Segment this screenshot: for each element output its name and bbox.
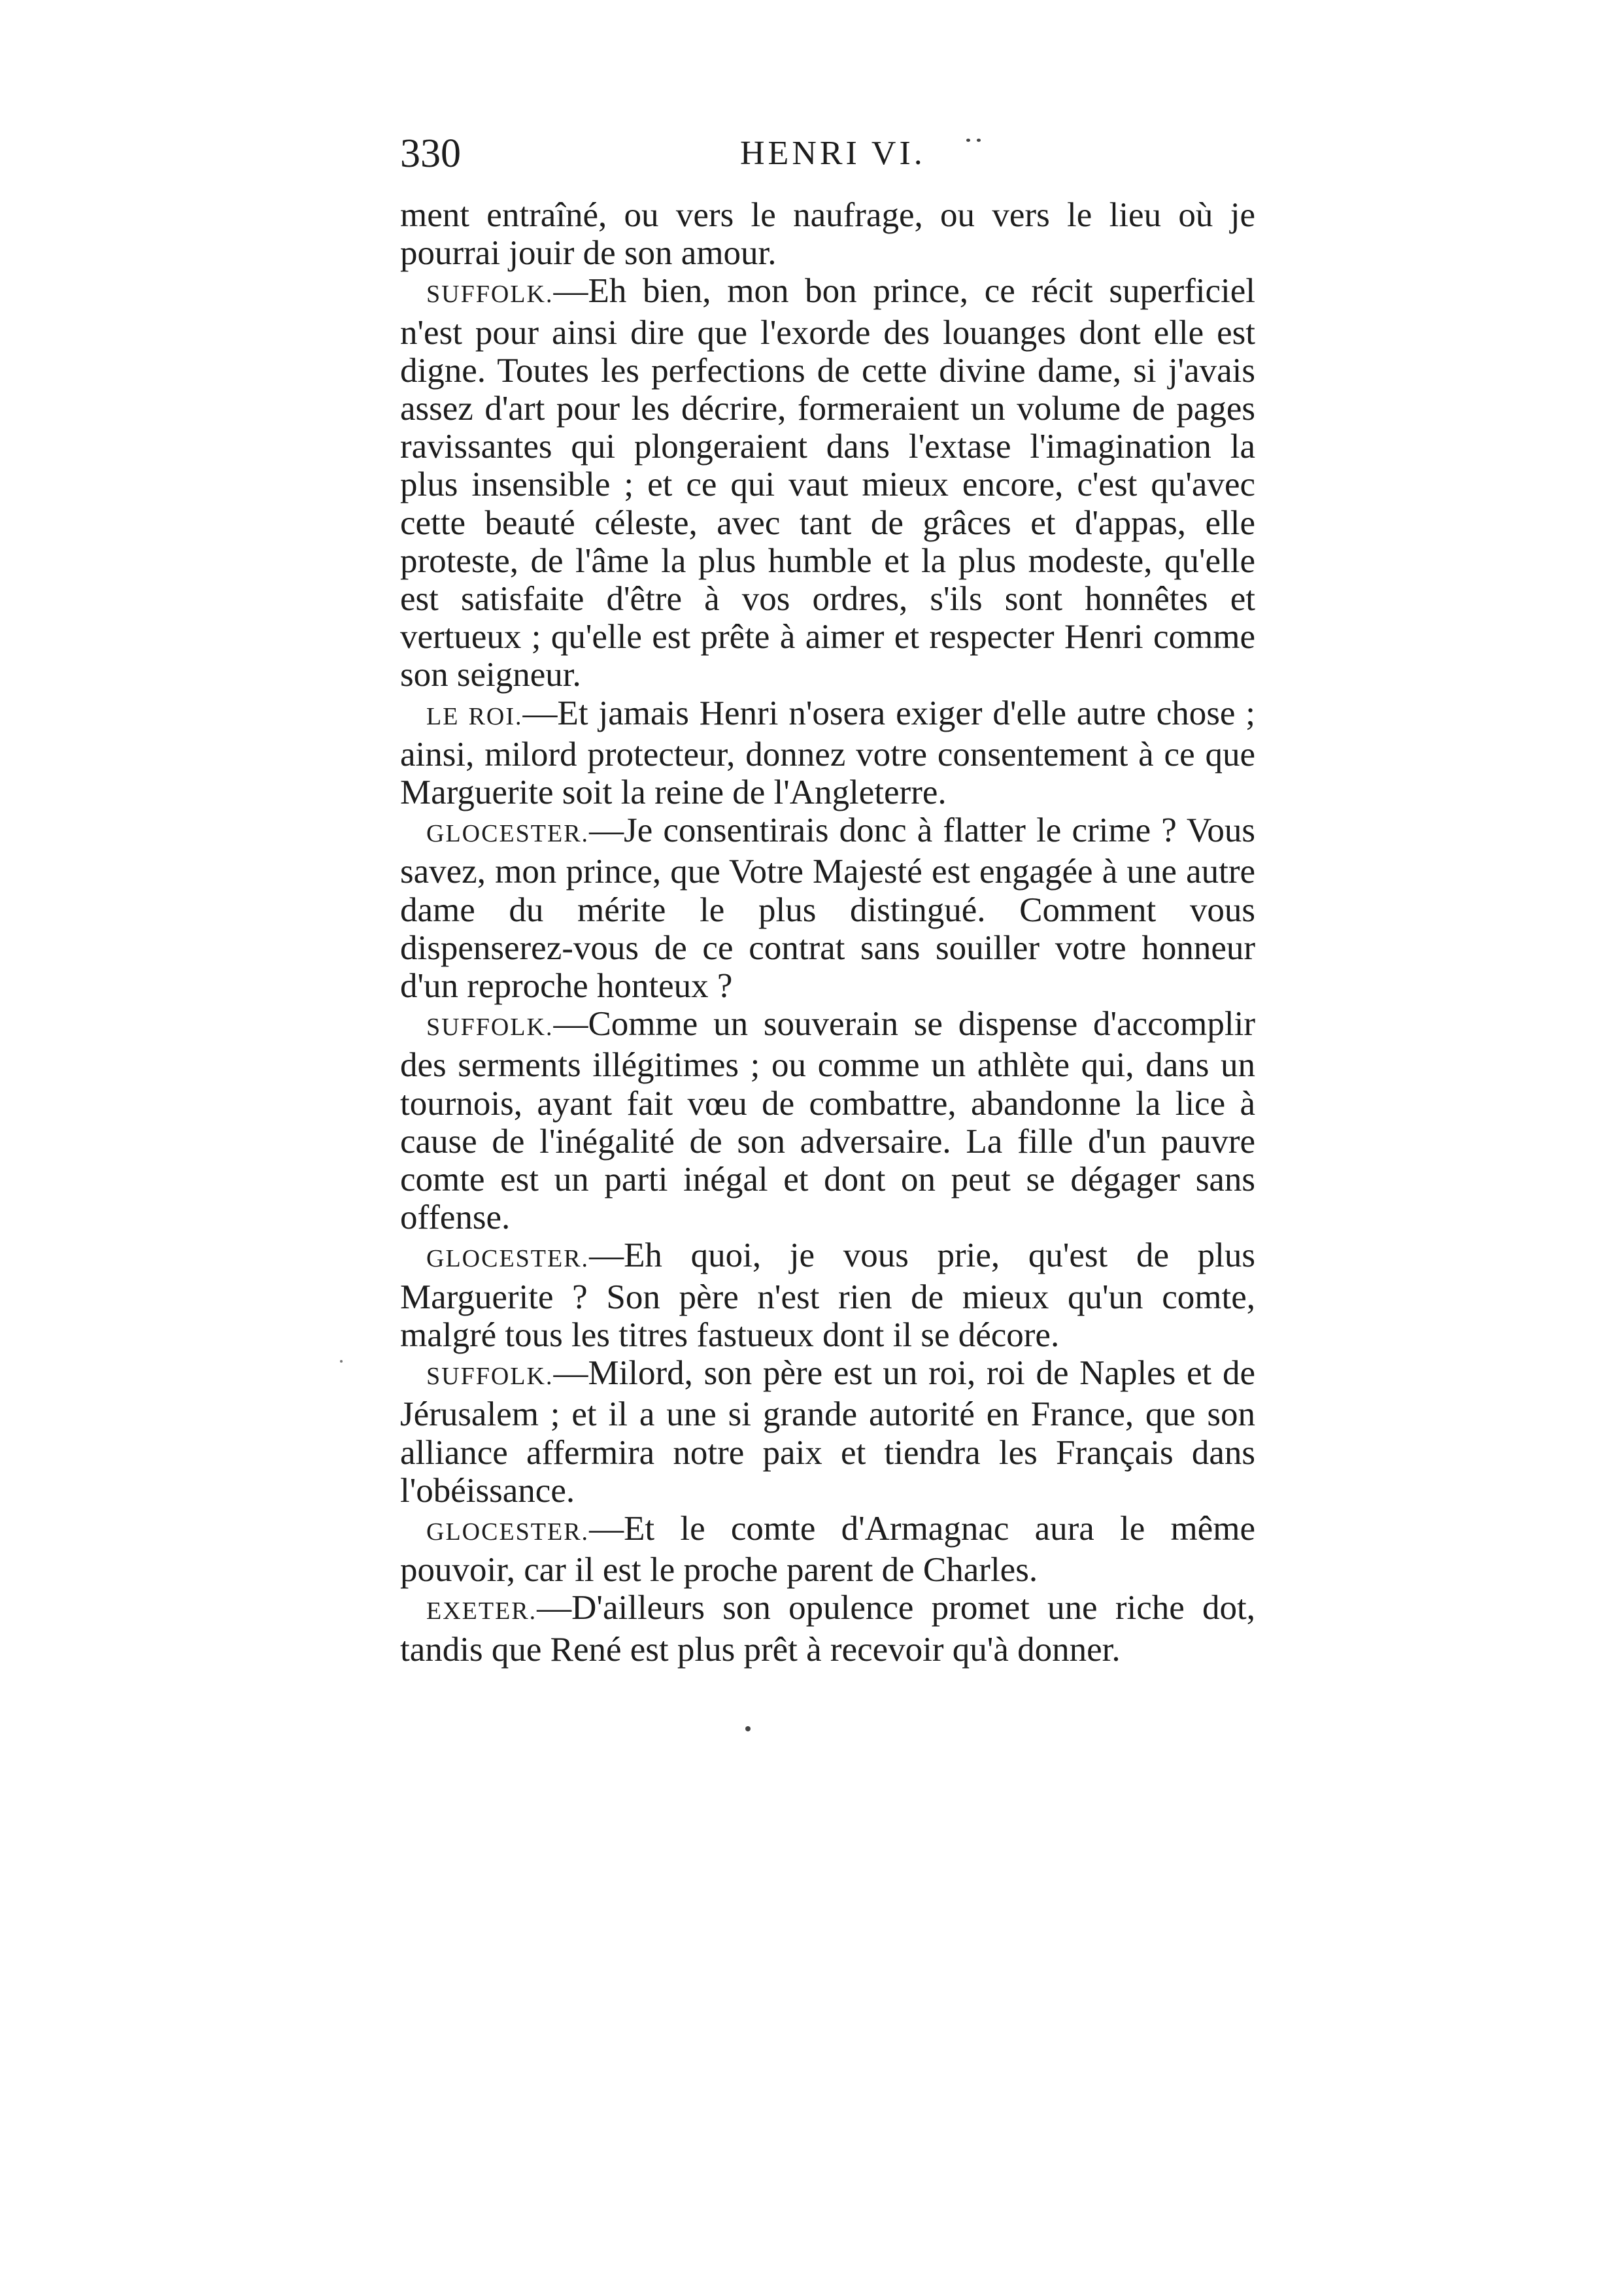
paragraph-text: ment entraîné, ou vers le naufrage, ou vers le lieu où je pourrai jouir de son amour.	[400, 196, 1255, 273]
speaker-name: GLOCESTER.	[426, 820, 590, 848]
speech-paragraph	[400, 1589, 1255, 1668]
running-title: HENRI VI.	[740, 135, 926, 172]
page-number: 330	[400, 131, 461, 176]
speech-paragraph	[400, 1510, 1255, 1589]
print-speck	[977, 139, 981, 142]
speech-paragraph	[400, 811, 1255, 1005]
print-speck	[745, 1726, 751, 1731]
paragraph-continuation	[400, 196, 1255, 272]
speaker-name: EXETER.	[426, 1597, 537, 1625]
print-speck	[340, 1360, 343, 1363]
speech-text: —Eh bien, mon bon prince, ce récit superficiel n'est pour ainsi dire que l'exorde des louanges dont elle est digne. Toutes les perfections de cette divine dame, si j'avais assez d'art pour les décrire, formeraient un volume de pages ravissantes qui plongeraient dans l'extase l'imagination la plus insensible ; et ce qui vaut mieux encore, c'est qu'avec cette beauté céleste, avec tant de grâces et d'appas, elle proteste, de l'âme la plus humble et la plus modeste, qu'elle est satisfaite d'être à vos ordres, s'ils sont honnêtes et vertueux ; qu'elle est prête à aimer et respecter Henri comme son seigneur.	[400, 272, 1255, 694]
speech-text: —Eh quoi, je vous prie, qu'est de plus Marguerite ? Son père n'est rien de mieux qu'un comte, malgré tous les titres fastueux dont il se décore.	[400, 1236, 1255, 1354]
running-head	[400, 124, 1257, 183]
speaker-name: SUFFOLK.	[426, 280, 554, 309]
print-speck	[966, 139, 970, 142]
speech-paragraph	[400, 1005, 1255, 1236]
text-block	[400, 196, 1255, 1669]
speech-text: —Et jamais Henri n'osera exiger d'elle autre chose ; ainsi, milord protecteur, donnez votre consentement à ce que Marguerite soit la reine de l'Angleterre.	[400, 694, 1255, 812]
speaker-name: SUFFOLK.	[426, 1363, 554, 1391]
speech-text: —D'ailleurs son opulence promet une riche dot, tandis que René est plus prêt à recevoir qu'à donner.	[400, 1589, 1255, 1669]
speech-paragraph	[400, 1354, 1255, 1510]
speaker-name: SUFFOLK.	[426, 1013, 554, 1042]
speaker-name: GLOCESTER.	[426, 1245, 590, 1273]
speech-text: —Comme un souverain se dispense d'accomplir des serments illégitimes ; ou comme un athlète qui, dans un tournois, ayant fait vœu de combattre, abandonne la lice à cause de l'inégalité de son adversaire. La fille d'un pauvre comte est un parti inégal et dont on peut se dégager sans offense.	[400, 1005, 1255, 1237]
speech-text: —Je consentirais donc à flatter le crime ? Vous savez, mon prince, que Votre Majesté est engagée à une autre dame du mérite le plus distingué. Comment vous dispenserez-vous de ce contrat sans souiller votre honneur d'un reproche honteux ?	[400, 811, 1255, 1006]
speech-paragraph	[400, 694, 1255, 812]
speech-paragraph	[400, 272, 1255, 694]
speech-text: —Milord, son père est un roi, roi de Naples et de Jérusalem ; et il a une si grande autorité en France, que son alliance affermira notre paix et tiendra les Français dans l'obéissance.	[400, 1354, 1255, 1510]
speaker-name: LE ROI.	[426, 702, 523, 730]
speech-text: —Et le comte d'Armagnac aura le même pouvoir, car il est le proche parent de Charles.	[400, 1509, 1255, 1590]
speaker-name: GLOCESTER.	[426, 1518, 590, 1546]
speech-paragraph	[400, 1236, 1255, 1354]
